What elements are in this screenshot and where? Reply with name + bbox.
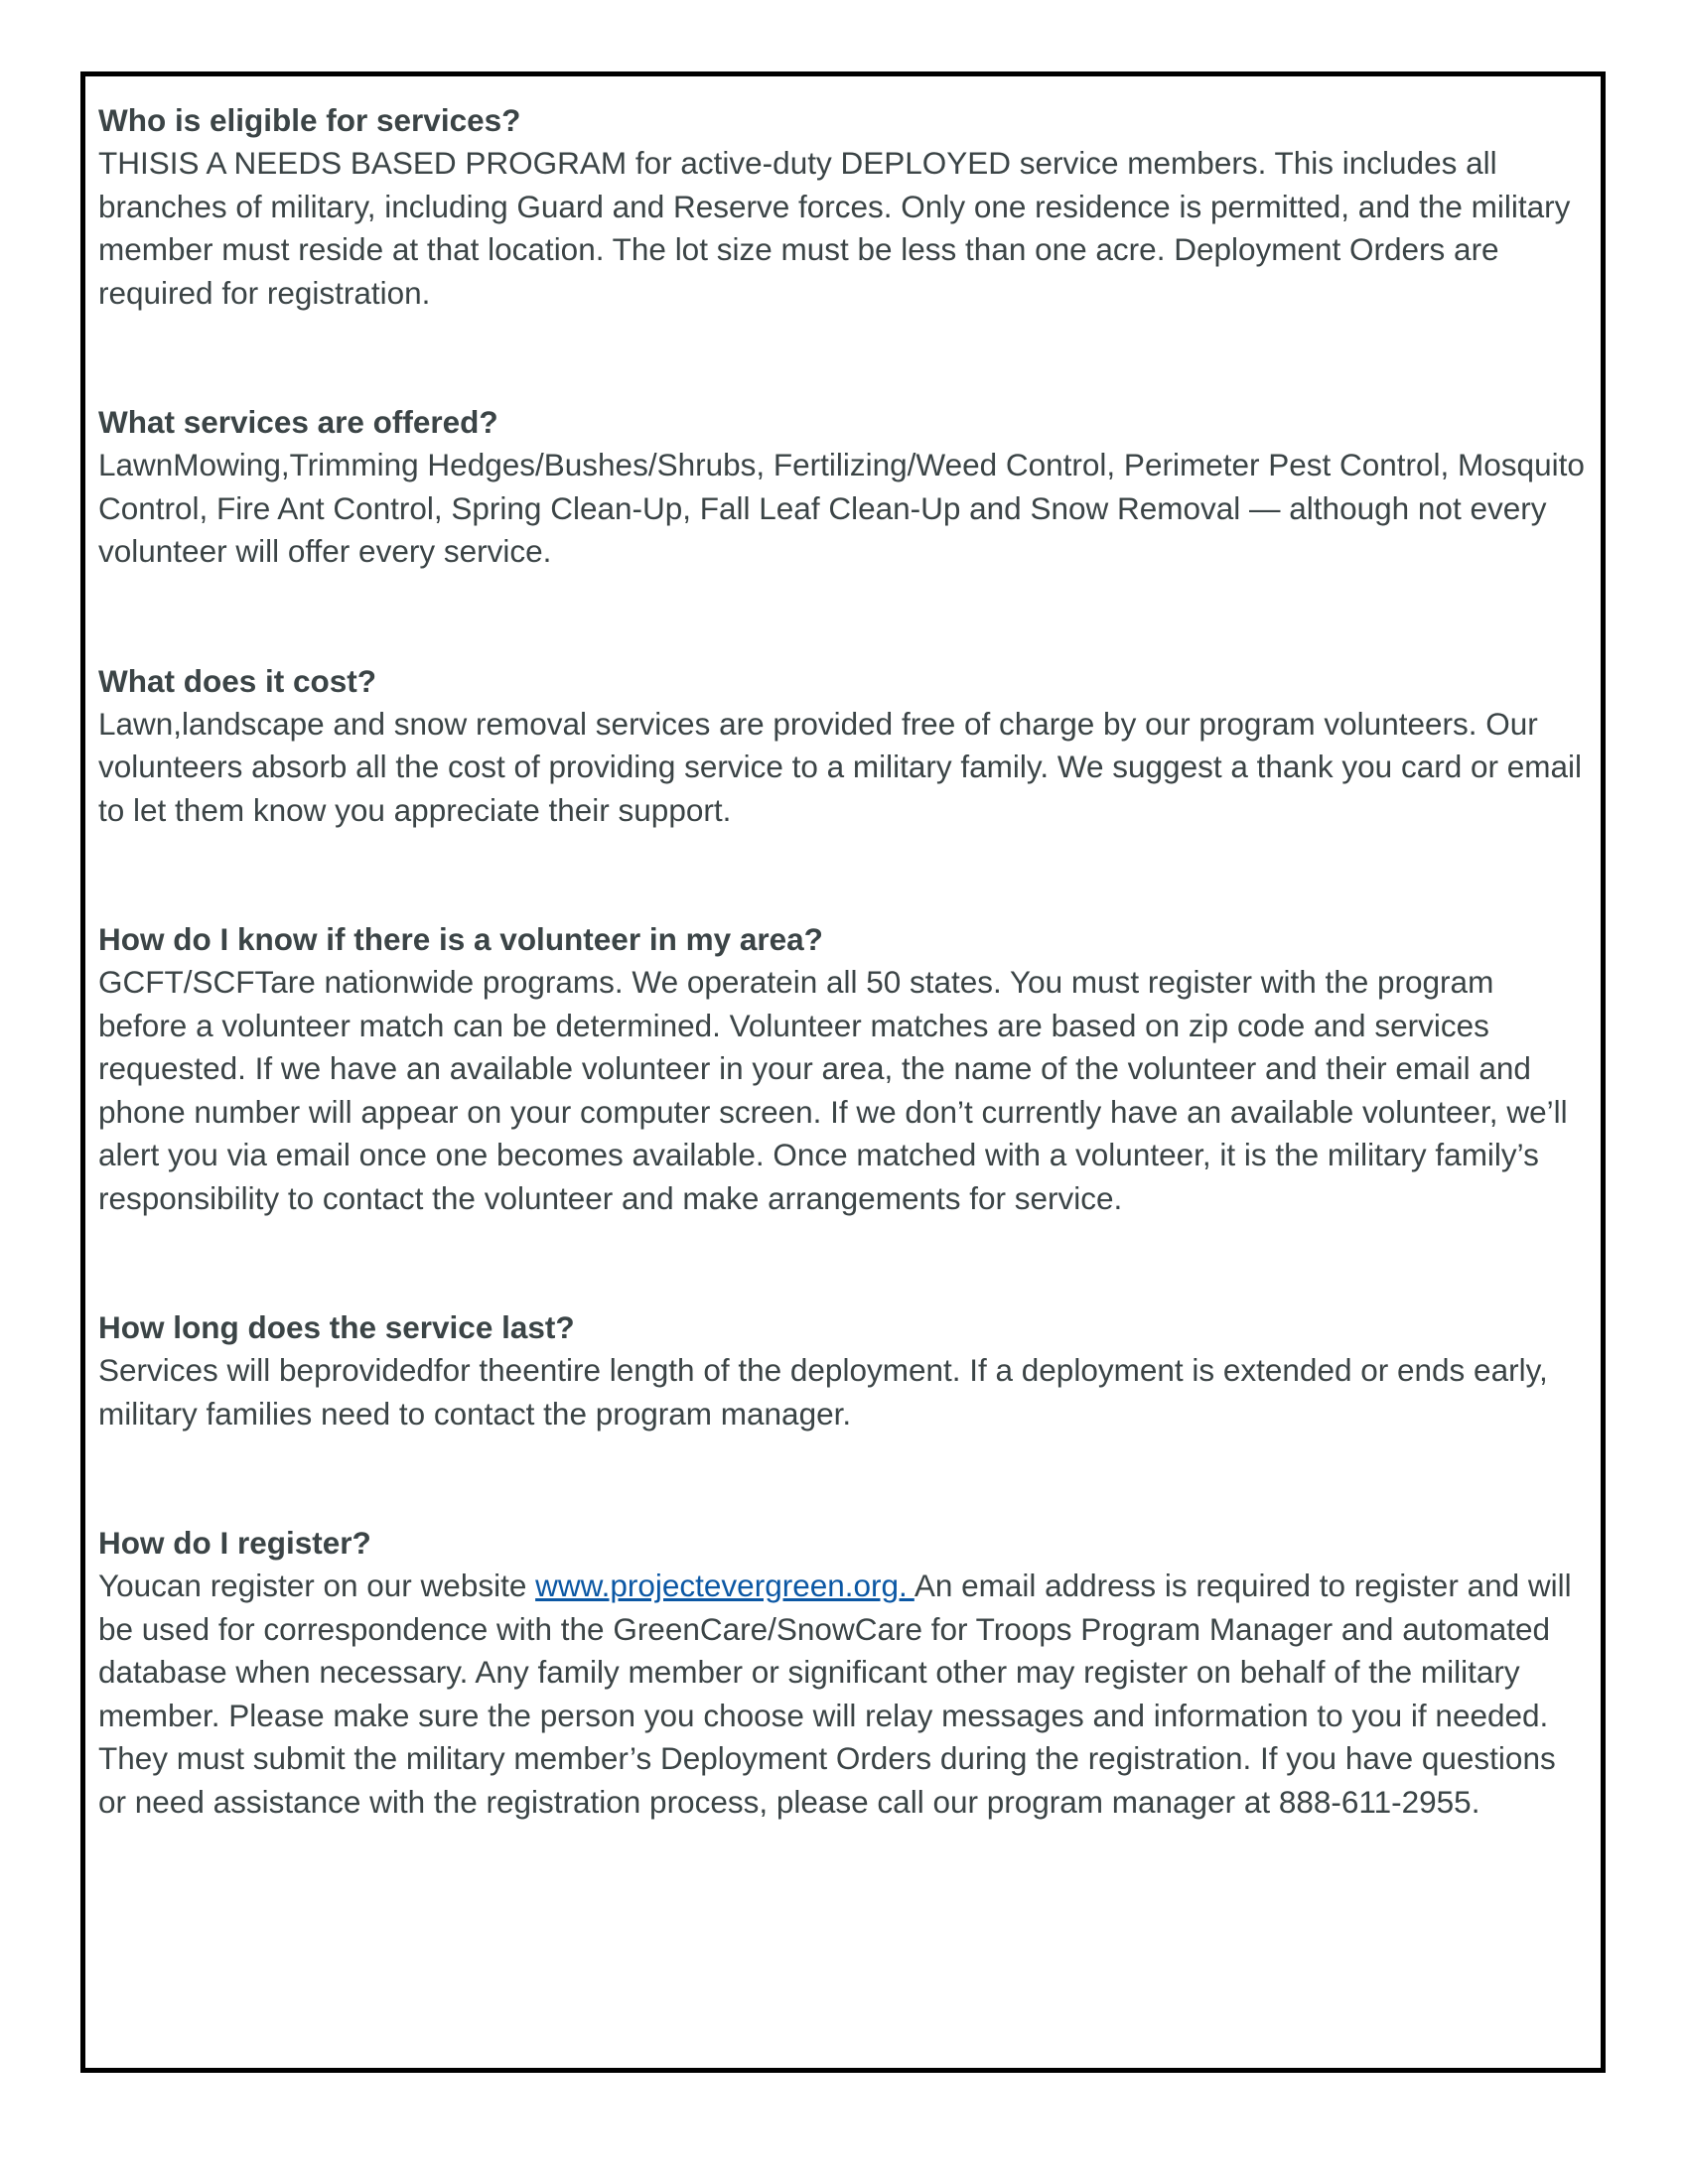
faq-content xyxy=(98,98,1588,1824)
faq-item-eligibility xyxy=(98,98,1588,315)
faq-item-volunteer-area xyxy=(98,917,1588,1220)
faq-item-duration xyxy=(98,1305,1588,1435)
answer-text-before-link: Youcan register on our website xyxy=(98,1568,536,1603)
faq-answer: Lawn,landscape and snow removal services are provided free of charge by our program volunteers. Our volunteers absorb all the cost of providing service to a military family. We suggest a thank you card or email to let them know you appreciate their support. xyxy=(98,705,1583,828)
faq-question: What services are offered? xyxy=(98,404,498,440)
faq-question: How long does the service last? xyxy=(98,1309,575,1345)
faq-answer: LawnMowing,Trimming Hedges/Bushes/Shrubs, Fertilizing/Weed Control, Perimeter Pest Control, Mosquito Control, Fire Ant Control, Spring Clean-Up, Fall Leaf Clean-Up and Snow Removal — although not every volunteer will offer every service. xyxy=(98,447,1585,569)
faq-answer xyxy=(98,1565,1588,1824)
faq-answer: Services will beprovidedfor theentire length of the deployment. If a deployment is extended or ends early, military families need to contact the program manager. xyxy=(98,1352,1548,1432)
website-link[interactable]: www.projectevergreen.org. xyxy=(535,1568,914,1603)
answer-text-after-link: An email address is required to register and will be used for correspondence with the GreenCare/SnowCare for Troops Program Manager and automated database when necessary. Any family member or significant other may register on behalf of the military member. Please make sure the person you choose will relay messages and information to you if needed. They must submit the military member’s Deployment Orders during the registration. If you have questions or need assistance with the registration process, please call our program manager at 888-611-2955. xyxy=(98,1568,1572,1820)
faq-question: What does it cost? xyxy=(98,662,377,699)
faq-item-cost xyxy=(98,659,1588,833)
faq-question: How do I know if there is a volunteer in my area? xyxy=(98,921,823,957)
faq-question: Who is eligible for services? xyxy=(98,102,521,138)
faq-item-services xyxy=(98,400,1588,574)
faq-answer: GCFT/SCFTare nationwide programs. We operatein all 50 states. You must register with the program before a volunteer match can be determined. Volunteer matches are based on zip code and services requested. If we have an available volunteer in your area, the name of the volunteer and their email and phone number will appear on your computer screen. If we don’t currently have an available volunteer, we’ll alert you via email once one becomes available. Once matched with a volunteer, it is the military family’s responsibility to contact the volunteer and make arrangements for service. xyxy=(98,964,1568,1216)
faq-question: How do I register? xyxy=(98,1525,371,1561)
faq-answer: THISIS A NEEDS BASED PROGRAM for active-duty DEPLOYED service members. This includes all branches of military, including Guard and Reserve forces. Only one residence is permitted, and the military member must reside at that location. The lot size must be less than one acre. Deployment Orders are required for registration. xyxy=(98,145,1571,311)
faq-item-register xyxy=(98,1521,1588,1824)
